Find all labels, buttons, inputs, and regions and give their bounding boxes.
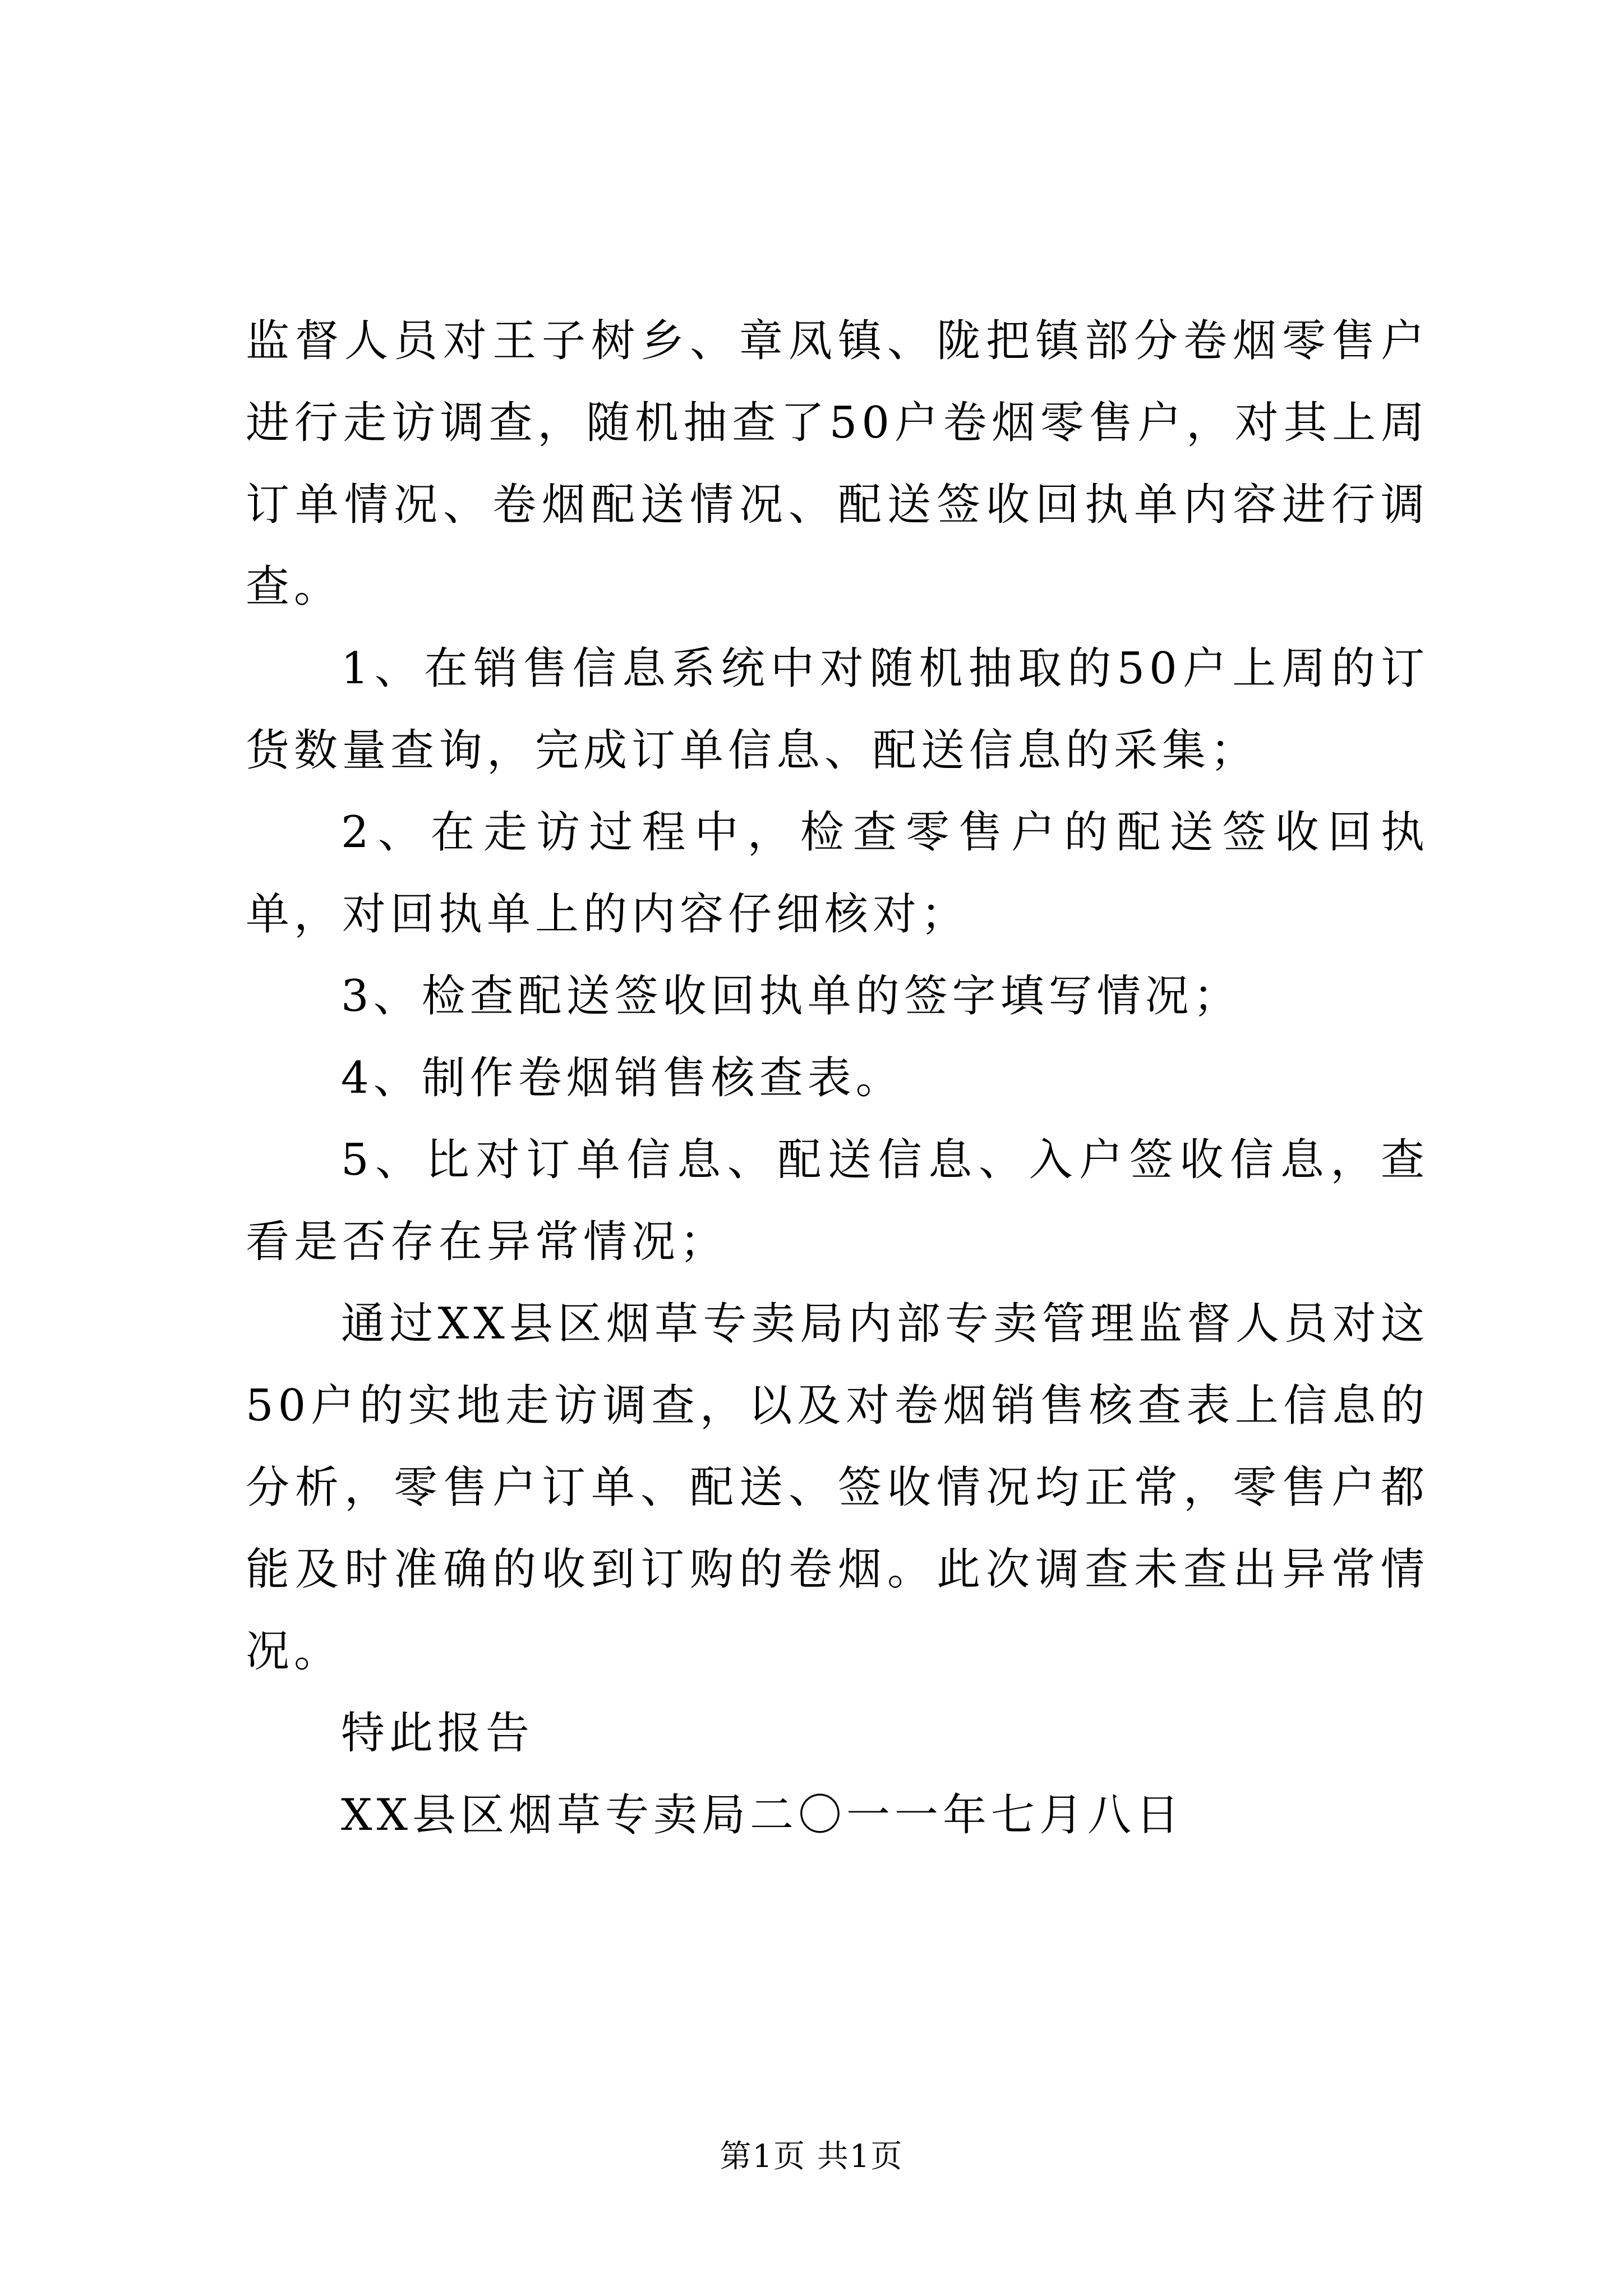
paragraph-signature-date: XX县区烟草专卖局二〇一一年七月八日 <box>341 1790 1184 1841</box>
paragraph-step-3: 3、检查配送签收回执单的签字填写情况； <box>341 971 1242 1022</box>
page-footer <box>0 2137 1623 2177</box>
paragraph-step-2: 2、在走访过程中，检查零售户的配送签收回执单，对回执单上的内容仔细核对； <box>246 807 1429 940</box>
paragraph-conclusion: 通过XX县区烟草专卖局内部专卖管理监督人员对这50户的实地走访调查，以及对卷烟销售核查表上信息的分析，零售户订单、配送、签收情况均正常，零售户都能及时准确的收到订购的卷烟。此次调查未查出异常情况。 <box>246 1299 1429 1677</box>
page-number-label: 第1页 共1页 <box>720 2138 903 2175</box>
paragraph-intro: 监督人员对王子树乡、章凤镇、陇把镇部分卷烟零售户进行走访调查，随机抽查了50户卷烟零售户，对其上周订单情况、卷烟配送情况、配送签收回执单内容进行调查。 <box>246 316 1429 612</box>
paragraph-closing: 特此报告 <box>341 1708 534 1759</box>
paragraph-step-4: 4、制作卷烟销售核查表。 <box>341 1053 904 1103</box>
document-body <box>246 300 1429 1856</box>
paragraph-step-5: 5、比对订单信息、配送信息、入户签收信息，查看是否存在异常情况； <box>246 1135 1429 1267</box>
paragraph-step-1: 1、在销售信息系统中对随机抽取的50户上周的订货数量查询，完成订单信息、配送信息的采集； <box>246 643 1429 776</box>
